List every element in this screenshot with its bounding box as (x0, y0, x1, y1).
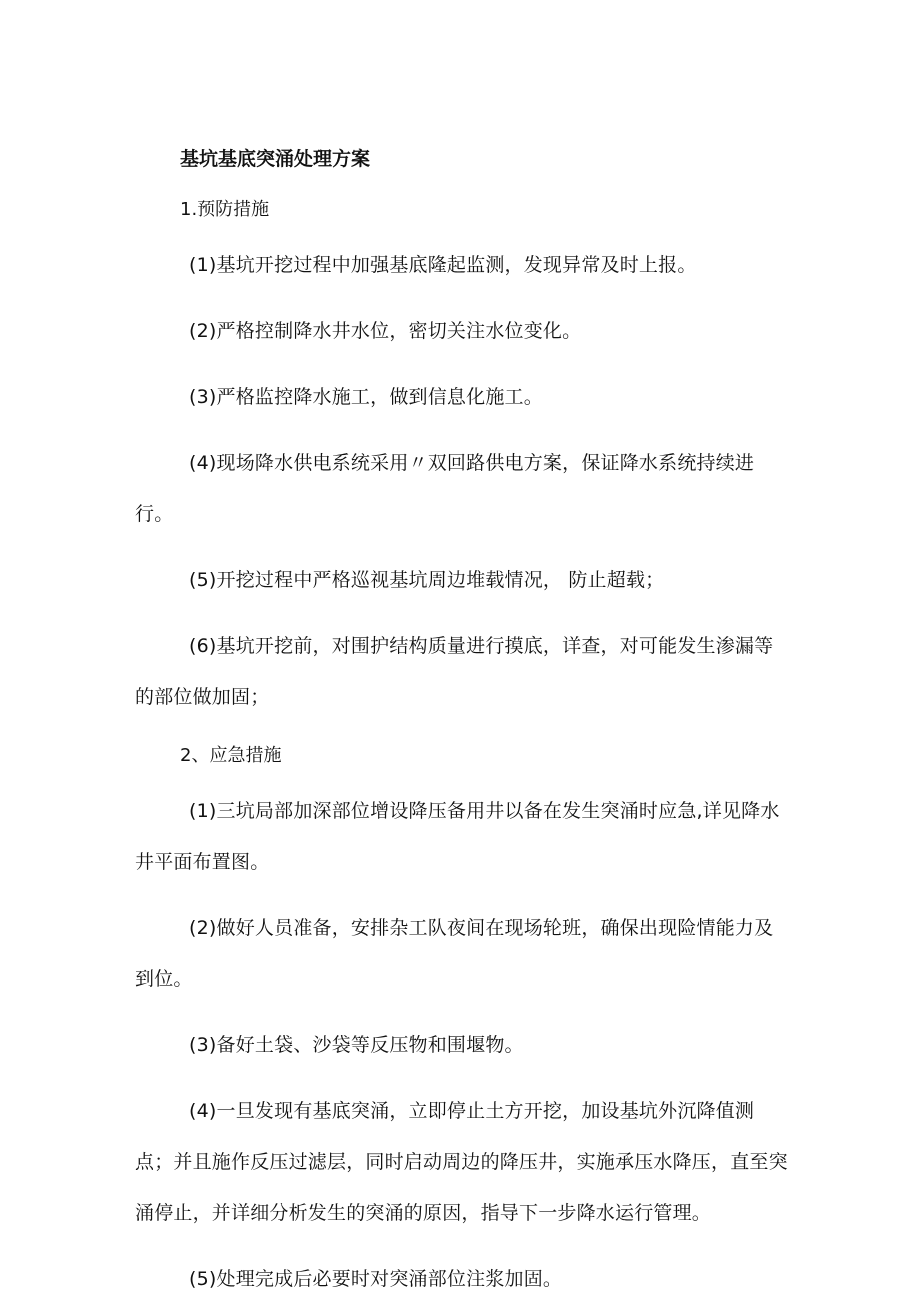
document-title: 基坑基底突涌处理方案 (180, 148, 371, 170)
prevention-item-1: (1)基坑开挖过程中加强基底隆起监测，发现异常及时上报。 (189, 254, 697, 276)
section-heading-prevention: 1.预防措施 (180, 199, 270, 220)
prevention-item-5: (5)开挖过程中严格巡视基坑周边堆载情况， 防止超载； (189, 569, 665, 591)
prevention-item-6: (6)基坑开挖前，对围护结构质量进行摸底，详查，对可能发生渗漏等的部位做加固； (135, 635, 774, 708)
emergency-item-3: (3)备好土袋、沙袋等反压物和围堰物。 (189, 1034, 524, 1056)
prevention-item-3: (3)严格监控降水施工，做到信息化施工。 (189, 386, 543, 408)
prevention-item-2: (2)严格控制降水井水位，密切关注水位变化。 (189, 320, 582, 342)
prevention-item-4: (4)现场降水供电系统采用〃双回路供电方案，保证降水系统持续进行。 (135, 452, 755, 525)
emergency-item-2: (2)做好人员准备，安排杂工队夜间在现场轮班，确保出现险情能力及到位。 (135, 917, 774, 990)
emergency-item-1: (1)三坑局部加深部位增设降压备用井以备在发生突涌时应急,详见降水井平面布置图。 (135, 800, 780, 873)
emergency-item-4: (4)一旦发现有基底突涌，立即停止土方开挖，加设基坑外沉降值测点；并且施作反压过滤层，同时启动周边的降压井，实施承压水降压，直至突涌停止，并详细分析发生的突涌的原因，指导下一步降水运行管理。 (135, 1100, 788, 1224)
emergency-item-5: (5)处理完成后必要时对突涌部位注浆加固。 (189, 1268, 563, 1290)
document-page (135, 140, 790, 1305)
section-heading-emergency: 2、应急措施 (180, 745, 282, 766)
